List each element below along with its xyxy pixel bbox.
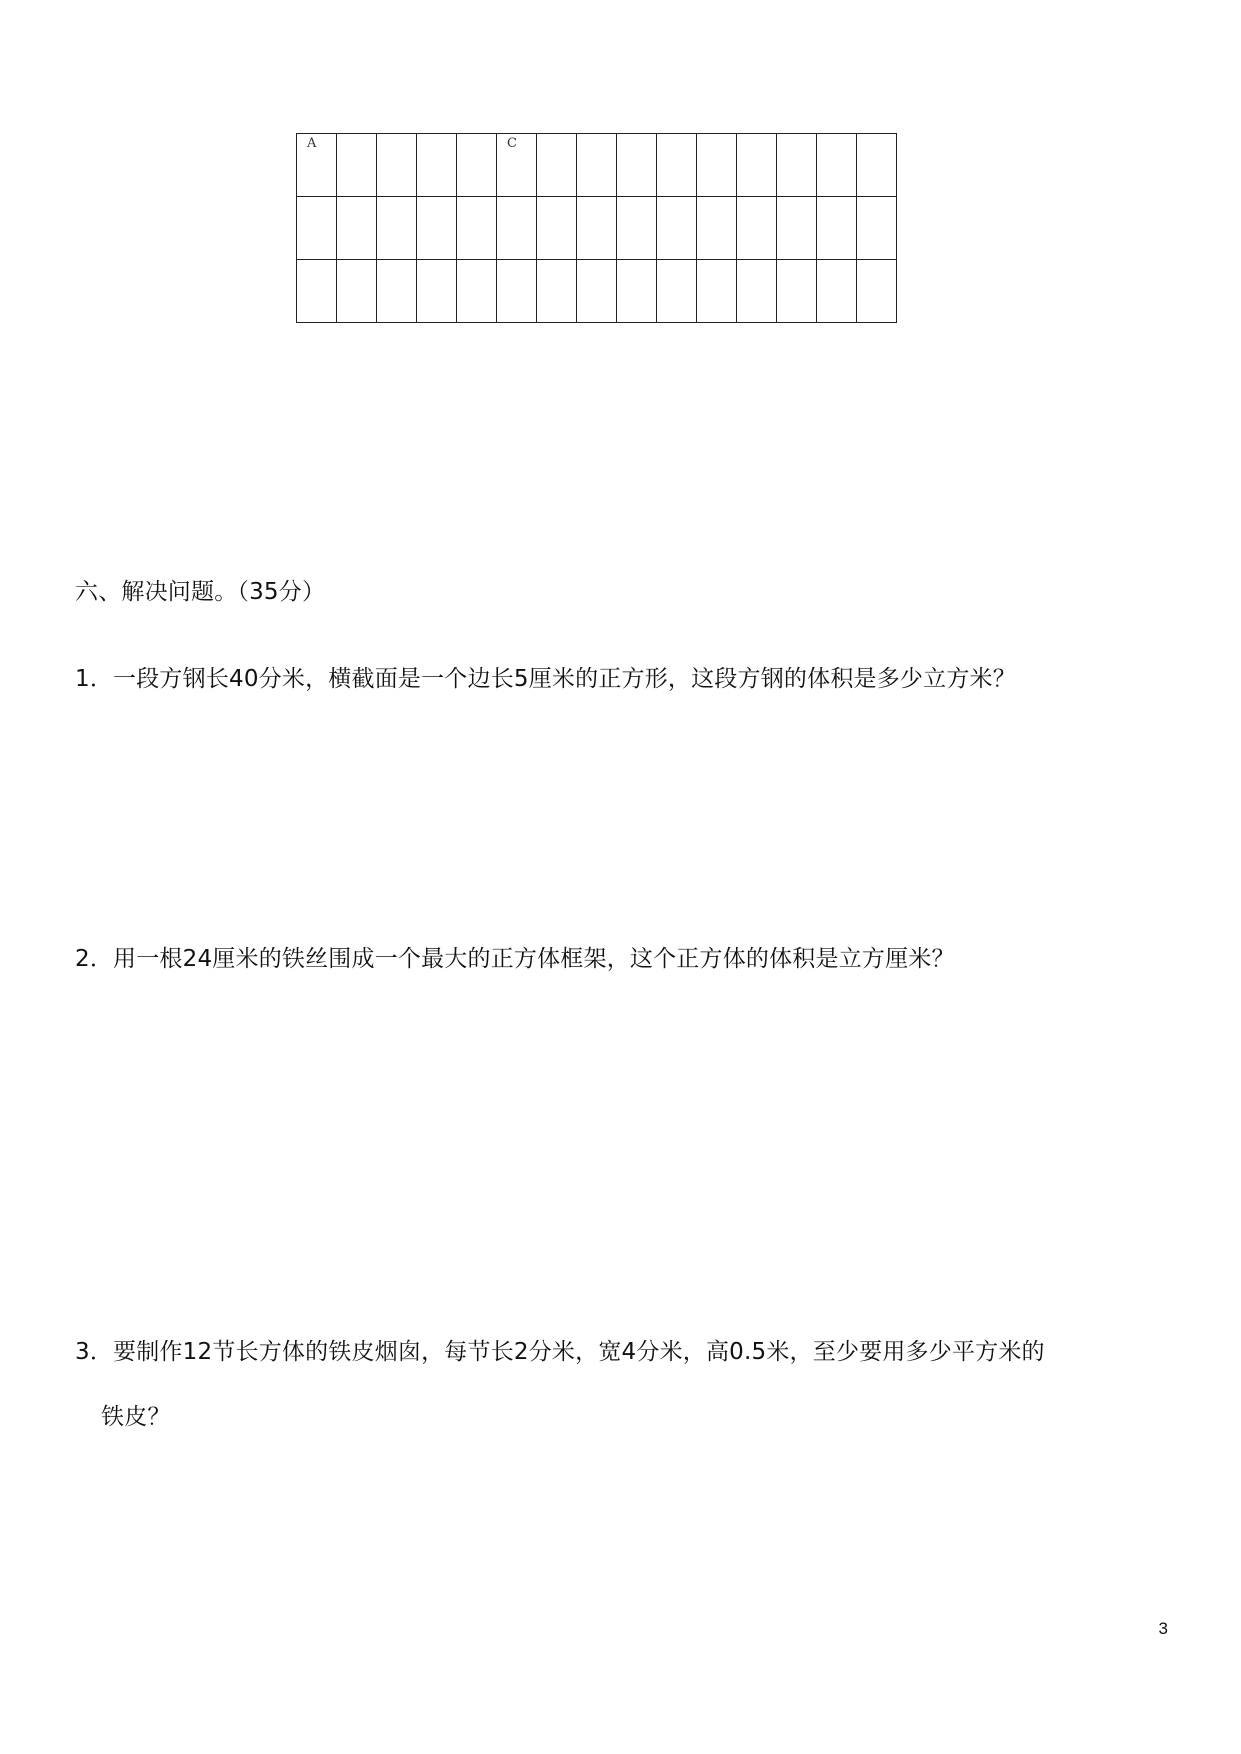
grid-cell	[617, 197, 657, 260]
grid-cell	[657, 197, 697, 260]
grid-cell	[297, 197, 337, 260]
page-number: 3	[1158, 1619, 1168, 1638]
grid-row	[297, 260, 897, 323]
question-1: 1．一段方钢长40分米，横截面是一个边长5厘米的正方形，这段方钢的体积是多少立方米？	[75, 666, 1016, 692]
grid-cell	[577, 197, 617, 260]
grid-cell	[617, 260, 657, 323]
grid-cell	[297, 260, 337, 323]
grid-cell	[737, 197, 777, 260]
grid-cell	[497, 197, 537, 260]
grid-row	[297, 134, 897, 197]
grid-cell	[537, 197, 577, 260]
grid-cell	[857, 260, 897, 323]
grid-cell	[737, 134, 777, 197]
grid-cell	[697, 260, 737, 323]
grid-point-label: A	[307, 136, 317, 151]
grid-cell	[817, 134, 857, 197]
grid-cell	[297, 134, 337, 197]
grid-cell	[457, 260, 497, 323]
grid-cell	[577, 260, 617, 323]
grid-cell	[417, 197, 457, 260]
grid-cell	[417, 260, 457, 323]
grid-cell	[377, 260, 417, 323]
grid-cell	[657, 134, 697, 197]
grid-cell	[777, 134, 817, 197]
grid-cell	[857, 134, 897, 197]
grid-cell	[537, 260, 577, 323]
grid-cell	[697, 197, 737, 260]
grid-cell	[817, 260, 857, 323]
drawing-grid	[296, 133, 897, 323]
grid-row	[297, 197, 897, 260]
question-3-continuation: 铁皮？	[101, 1404, 171, 1430]
grid-point-label: C	[507, 136, 517, 151]
grid-cell	[337, 134, 377, 197]
grid-cell	[777, 260, 817, 323]
grid-cell	[457, 134, 497, 197]
grid-cell	[497, 134, 537, 197]
grid-cell	[577, 134, 617, 197]
grid-cell	[377, 134, 417, 197]
grid-cell	[337, 197, 377, 260]
section-heading: 六、解决问题。（35分）	[75, 579, 326, 605]
grid-cell	[337, 260, 377, 323]
grid-cell	[817, 197, 857, 260]
grid-cell	[697, 134, 737, 197]
grid-cell	[417, 134, 457, 197]
grid-cell	[457, 197, 497, 260]
question-3: 3．要制作12节长方体的铁皮烟囱，每节长2分米，宽4分米，高0.5米，至少要用多少平方米的	[75, 1339, 1045, 1365]
grid-cell	[377, 197, 417, 260]
grid-cell	[537, 134, 577, 197]
grid-cell	[737, 260, 777, 323]
grid-cell	[777, 197, 817, 260]
question-2: 2．用一根24厘米的铁丝围成一个最大的正方体框架，这个正方体的体积是立方厘米？	[75, 946, 955, 972]
grid-cell	[657, 260, 697, 323]
grid-cell	[497, 260, 537, 323]
grid-cell	[857, 197, 897, 260]
grid-cell	[617, 134, 657, 197]
